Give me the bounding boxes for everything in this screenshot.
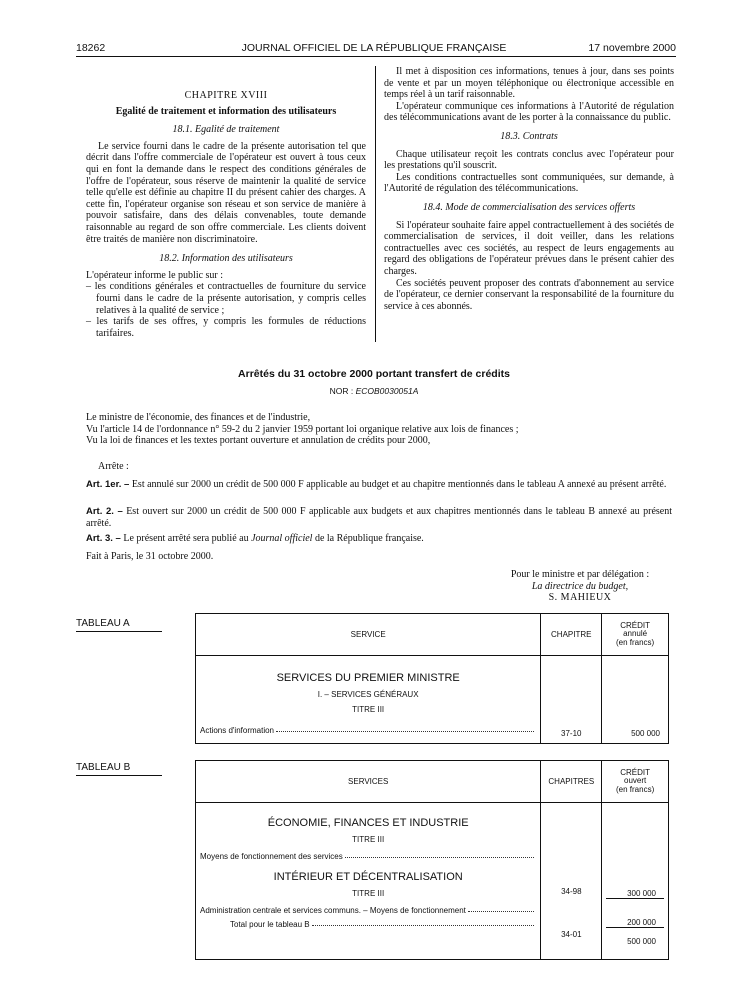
credit-header-line: (en francs) bbox=[616, 784, 655, 794]
tableau-a-row-chapitre: 37-10 bbox=[541, 656, 602, 744]
signature-role: La directrice du budget, bbox=[531, 580, 629, 592]
table-total-row bbox=[200, 920, 536, 933]
credit-header-line: annulé bbox=[623, 629, 648, 639]
section-18-2-list bbox=[86, 281, 366, 339]
tableau-b-total-label: Total pour le tableau B bbox=[230, 920, 310, 929]
tableau-a-row-label: Actions d'information bbox=[200, 726, 275, 735]
list-item: – les conditions générales et contractuelles de fourniture du service fourni dans le cadre de la présente autorisation, y compris celles relatives à la qualité de service ; bbox=[86, 281, 366, 316]
tableau-a-label: TABLEAU A bbox=[76, 618, 130, 629]
table-row bbox=[200, 726, 536, 735]
arrete-title: Arrêtés du 31 octobre 2000 portant transfert de crédits bbox=[238, 368, 510, 380]
tableau-b-chapitre-cell bbox=[541, 803, 602, 960]
tableau-b-section-2: INTÉRIEUR ET DÉCENTRALISATION bbox=[273, 871, 463, 883]
section-18-4-title: 18.4. Mode de commercialisation des services offerts bbox=[422, 201, 636, 213]
tableau-b-row-1-amount: 300 000 bbox=[606, 803, 664, 899]
section-18-2-title: 18.2. Information des utilisateurs bbox=[159, 253, 293, 265]
table-row bbox=[200, 852, 536, 861]
tableau-b-row-2-chapitre-value: 34-01 bbox=[561, 930, 582, 939]
article-2 bbox=[86, 506, 672, 529]
tableau-b-titre-2: TITRE III bbox=[352, 889, 385, 898]
right-column bbox=[384, 66, 674, 312]
tableau-b-header-service: SERVICES bbox=[196, 761, 541, 803]
tableau-b-row-2-label: Administration centrale et services communs. – Moyens de fonctionnement bbox=[200, 906, 466, 915]
section-18-4-text-1: Si l'opérateur souhaite faire appel contractuellement à des sociétés de commercialisation de services, il doit veiller, dans les relations contractuelles avec ces sociétés, au respect de leurs engagements au regard des obligations de l'opérateur prévues dans le présent cahier des charges. bbox=[384, 219, 674, 277]
tableau-a-underline bbox=[76, 631, 162, 632]
page-date: 17 novembre 2000 bbox=[588, 42, 676, 54]
tableau-a-section: SERVICES DU PREMIER MINISTRE bbox=[276, 672, 460, 684]
left-column bbox=[86, 90, 366, 339]
signature-block bbox=[480, 569, 680, 604]
tableau-b-row-1-chapitre: 34-98 bbox=[561, 887, 582, 896]
article-3-text-c: de la République française. bbox=[314, 533, 424, 544]
chapter-title: Egalité de traitement et information des utilisateurs bbox=[115, 105, 337, 117]
journal-title: JOURNAL OFFICIEL DE LA RÉPUBLIQUE FRANÇAISE bbox=[241, 42, 507, 54]
visas bbox=[86, 412, 672, 447]
tableau-a-subsection: I. – SERVICES GÉNÉRAUX bbox=[317, 690, 419, 699]
tableau-a-titre: TITRE III bbox=[352, 705, 385, 714]
page-number: 18262 bbox=[76, 42, 106, 54]
tableau-b bbox=[195, 760, 669, 960]
section-18-1-text: Le service fourni dans le cadre de la présente autorisation tel que décrit dans l'offre commerciale de l'opérateur est ouvert à tous ceux qui en font la demande dans le respect des conditions générales de l'offre de l'opérateur, sous réserve de maintenir la qualité de service telle qu'elle est définie au chapitre II du présent cahier des charges. A cette fin, l'opérateur organise son réseau et son service de manière à pouvoir satisfaire, dans des délais convenables, toute demande raisonnable au regard de son offre commerciale. Les clients doivent être traités de manière non discriminatoire. bbox=[86, 140, 366, 245]
leader-dots bbox=[276, 731, 534, 732]
section-18-3-title: 18.3. Contrats bbox=[500, 130, 558, 142]
signature-name: S. MAHIEUX bbox=[548, 592, 612, 604]
arrete-word: Arrête : bbox=[98, 461, 129, 472]
article-3-text-a: Le présent arrêté sera publié au bbox=[123, 533, 249, 544]
tableau-a-header-service: SERVICE bbox=[196, 614, 541, 656]
tableau-b-underline bbox=[76, 775, 162, 776]
article-2-text: Est ouvert sur 2000 un crédit de 500 000 F applicable aux budgets et aux chapitres mentionnés dans le tableau B annexé au présent arrêté. bbox=[86, 506, 672, 529]
tableau-b-header-credit bbox=[602, 761, 669, 803]
chapter-heading: CHAPITRE XVIII bbox=[184, 90, 268, 101]
article-1-label: Art. 1er. – bbox=[86, 479, 130, 490]
tableau-b-header-chapitre: CHAPITRES bbox=[541, 761, 602, 803]
section-18-3-text-1: Chaque utilisateur reçoit les contrats conclus avec l'opérateur pour les prestations qu'il souscrit. bbox=[384, 148, 674, 172]
leader-dots bbox=[345, 857, 535, 858]
visa-loi-finances: Vu la loi de finances et les textes portant ouverture et annulation de crédits pour 2000, bbox=[86, 435, 431, 447]
tableau-b-amount-cell bbox=[602, 803, 669, 960]
section-18-4-text-2: Ces sociétés peuvent proposer des contrats d'abonnement au service de l'opérateur, ce dernier conservant la responsabilité de la fourniture du service à ces abonnés. bbox=[384, 277, 674, 312]
credit-header-line: CRÉDIT bbox=[620, 767, 651, 777]
article-3-label: Art. 3. – bbox=[86, 533, 121, 544]
tableau-a-row-amount: 500 000 bbox=[602, 656, 669, 744]
tableau-b-row-1-label: Moyens de fonctionnement des services bbox=[200, 852, 343, 861]
leader-dots bbox=[468, 911, 534, 912]
article-3-journal: Journal officiel bbox=[251, 533, 313, 544]
nor-value: ECOB0030051A bbox=[355, 386, 419, 396]
visa-ordonnance: Vu l'article 14 de l'ordonnance n° 59-2 du 2 janvier 1959 portant loi organique relative aux lois de finances ; bbox=[86, 423, 519, 435]
tableau-b-titre-1: TITRE III bbox=[352, 835, 385, 844]
tableau-b-section-1: ÉCONOMIE, FINANCES ET INDUSTRIE bbox=[267, 817, 469, 829]
tableau-b-row-2-amount: 200 000 bbox=[606, 899, 664, 928]
tableau-a-service-cell bbox=[196, 656, 541, 744]
tableau-a-header-chapitre: CHAPITRE bbox=[541, 614, 602, 656]
right-paragraph-1: Il met à disposition ces informations, tenues à jour, dans ses points de vente et par un moyen téléphonique ou électronique accessible en temps réel à un tarif raisonnable. bbox=[384, 66, 674, 101]
tableau-b-service-cell bbox=[196, 803, 541, 960]
nor-label: NOR : bbox=[329, 386, 354, 396]
article-3 bbox=[86, 533, 672, 545]
table-row bbox=[200, 906, 536, 915]
list-item: – les tarifs de ses offres, y compris les formules de réductions tarifaires. bbox=[86, 316, 366, 339]
visa-minister: Le ministre de l'économie, des finances et de l'industrie, bbox=[86, 412, 311, 423]
leader-dots bbox=[312, 925, 535, 926]
article-1-text: Est annulé sur 2000 un crédit de 500 000 F applicable au budget et au chapitre mentionnés dans le tableau A annexé au présent arrêté. bbox=[131, 479, 667, 490]
section-18-1-title: 18.1. Egalité de traitement bbox=[172, 124, 280, 136]
tableau-a-header-credit bbox=[602, 614, 669, 656]
tableau-b-label: TABLEAU B bbox=[76, 762, 131, 773]
credit-header-line: (en francs) bbox=[615, 637, 655, 647]
credit-header-line: CRÉDIT bbox=[620, 620, 650, 630]
section-18-2-intro: L'opérateur informe le public sur : bbox=[86, 269, 224, 281]
tableau-a bbox=[195, 613, 669, 744]
tableau-b-total-amount: 500 000 bbox=[627, 937, 656, 946]
nor-reference bbox=[0, 386, 748, 396]
article-2-label: Art. 2. – bbox=[86, 506, 123, 517]
right-paragraph-2: L'opérateur communique ces informations à l'Autorité de régulation des télécommunications avant de les porter à la connaissance du public. bbox=[384, 100, 674, 124]
tableau-b-row-2-chapitre bbox=[541, 898, 601, 959]
column-divider bbox=[375, 66, 376, 342]
signature-delegation: Pour le ministre et par délégation : bbox=[510, 569, 650, 580]
credit-header-line: ouvert bbox=[624, 776, 647, 786]
section-18-3-text-2: Les conditions contractuelles sont communiquées, sur demande, à l'Autorité de régulation des télécommunications. bbox=[384, 171, 674, 195]
header-rule bbox=[76, 56, 676, 57]
fait-a-paris: Fait à Paris, le 31 octobre 2000. bbox=[86, 551, 214, 562]
article-1 bbox=[86, 479, 672, 491]
